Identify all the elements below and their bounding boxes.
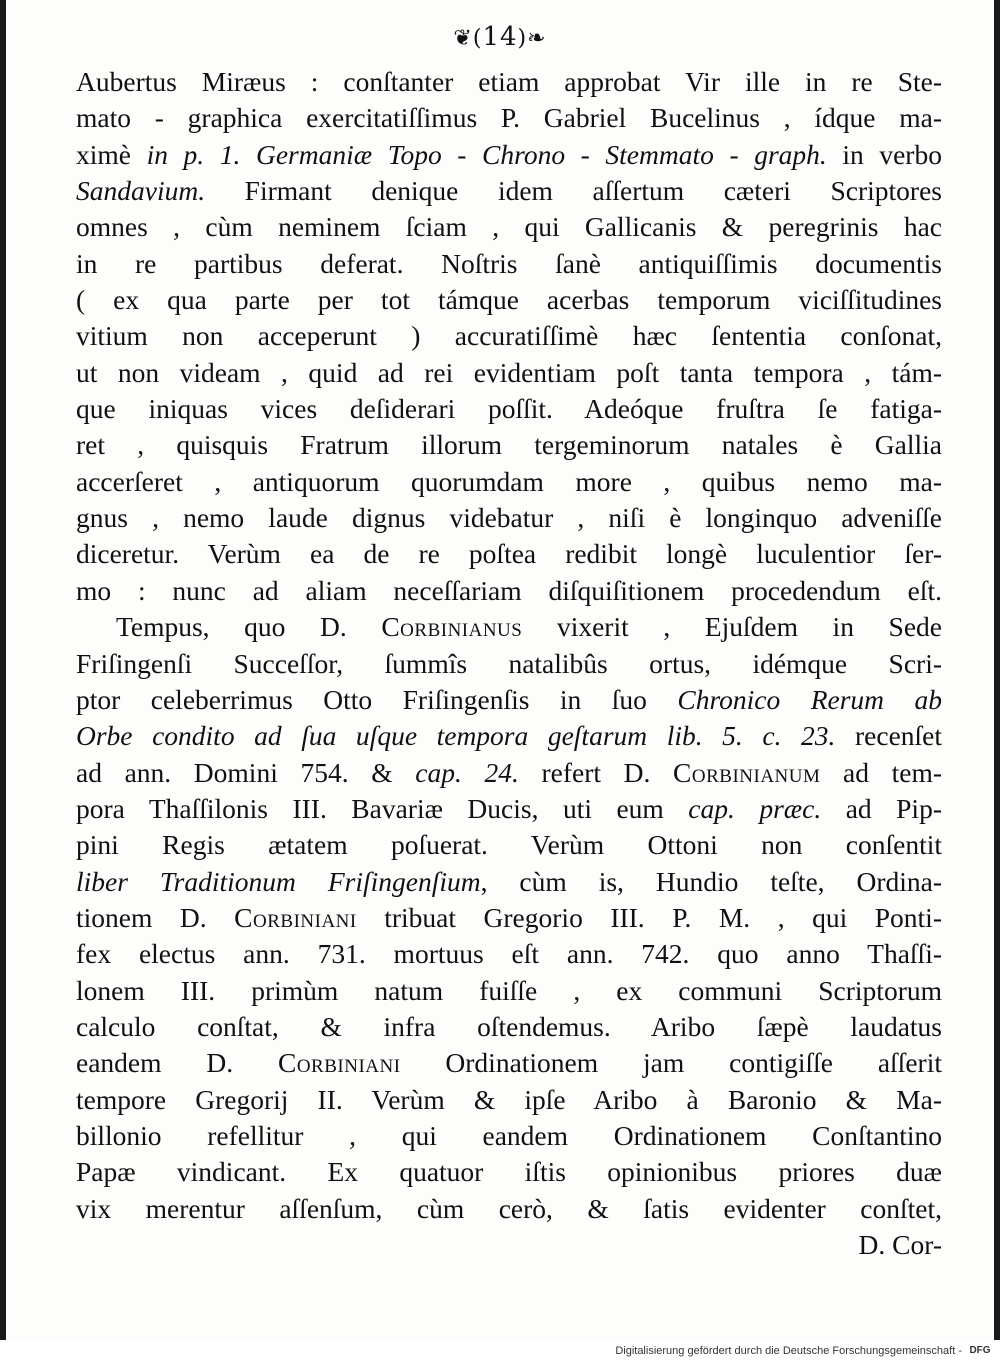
text-line: pini Regis ætatem poſuerat. Verùm Ottoni non conſentit <box>76 829 942 861</box>
text-line: omnes , cùm neminem ſciam , qui Gallicanis & peregrinis hac <box>76 211 942 243</box>
dfg-logo: DFG <box>969 1345 991 1356</box>
text-line: gnus , nemo laude dignus videbatur , niſi è longinquo adveniſſe <box>76 502 942 534</box>
paragraph-1 <box>76 64 942 609</box>
text-line: ut non videam , quid ad rei evidentiam poſt tanta tempora , tám- <box>76 356 942 388</box>
text-line: fex electus ann. 731. mortuus eſt ann. 742. quo anno Thaſſi- <box>76 938 942 970</box>
scan-border-right <box>994 0 1000 1340</box>
text-line: Tempus, quo D. Corbinianus vixerit , Ejuſdem in Sede <box>116 611 942 643</box>
page-number: 14 <box>482 22 518 52</box>
left-ornament: ❦( <box>453 26 483 51</box>
text-line: vitium non acceperunt ) accuratiſſimè hæc ſententia conſonat, <box>76 320 942 352</box>
text-line: mo : nunc ad aliam neceſſariam diſquiſitionem procedendum eſt. <box>76 574 942 606</box>
text-line: calculo conſtat, & infra oſtendemus. Aribo ſæpè laudatus <box>76 1010 942 1042</box>
text-line: tempore Gregorij II. Verùm & ipſe Aribo à Baronio & Ma- <box>76 1083 942 1115</box>
text-line: ptor celeberrimus Otto Friſingenſis in ſuo Chronico Rerum ab <box>76 683 943 715</box>
text-line: Papæ vindicant. Ex quatuor iſtis opinionibus priores duæ <box>76 1156 942 1188</box>
text-line: accerſeret , antiquorum quorumdam more , quibus nemo ma- <box>76 465 942 497</box>
text-line: vix merentur aſſenſum, cùm cerò, & ſatis evidenter conſtet, <box>76 1192 942 1224</box>
catchword: D. Cor- <box>858 1229 942 1260</box>
text-line: Aubertus Miræus : conſtanter etiam approbat Vir ille in re Ste- <box>76 66 942 97</box>
text-line: ad ann. Domini 754. & cap. 24. refert D. Corbinianum ad tem- <box>76 756 942 788</box>
paragraph-2 <box>76 609 942 1227</box>
body-text <box>76 64 942 1263</box>
digitization-note: Digitalisierung gefördert durch die Deutsche Forschungsgemeinschaft - <box>615 1345 962 1357</box>
text-line: que iniquas vices deſiderari poſſit. Adeóque fruſtra ſe fatiga- <box>76 393 942 425</box>
text-line: in re partibus deferat. Noſtris ſanè antiquiſſimis documentis <box>76 247 942 279</box>
text-line: diceretur. Verùm ea de re poſtea redibit longè luculentior ſer- <box>76 538 942 570</box>
text-line: lonem III. primùm natum fuiſſe , ex communi Scriptorum <box>76 974 942 1006</box>
scan-border-left <box>0 0 6 1340</box>
text-line: ret , quisquis Fratrum illorum tergeminorum natales è Gallia <box>76 429 942 461</box>
text-line: Orbe condito ad ſua uſque tempora geſtarum lib. 5. c. 23. recenſet <box>76 720 943 752</box>
digitization-footer <box>0 1340 1000 1366</box>
text-line: Sandavium. Firmant denique idem aſſertum cæteri Scriptores <box>76 175 942 207</box>
text-line: pora Thaſſilonis III. Bavariæ Ducis, uti eum cap. præc. ad Pip- <box>76 792 942 824</box>
text-line: liber Traditionum Friſingenſium, cùm is, Hundio teſte, Ordina- <box>76 865 942 897</box>
right-ornament: )❧ <box>517 26 547 51</box>
text-line: ximè in p. 1. Germaniæ Topo - Chrono - Stemmato - graph. in verbo <box>76 138 942 170</box>
text-line: Friſingenſi Succeſſor, ſummîs natalibûs ortus, idémque Scri- <box>76 647 942 679</box>
text-line: mato - graphica exercitatiſſimus P. Gabriel Bucelinus , ídque ma- <box>76 102 942 134</box>
page-number-header <box>0 22 1000 52</box>
text-line: billonio refellitur , qui eandem Ordinationem Conſtantino <box>76 1119 942 1151</box>
text-line: tionem D. Corbiniani tribuat Gregorio III. P. M. , qui Ponti- <box>76 901 942 933</box>
text-line: ( ex qua parte per tot támque acerbas temporum viciſſitudines <box>76 284 942 316</box>
text-line: eandem D. Corbiniani Ordinationem jam contigiſſe aſſerit <box>76 1047 942 1079</box>
